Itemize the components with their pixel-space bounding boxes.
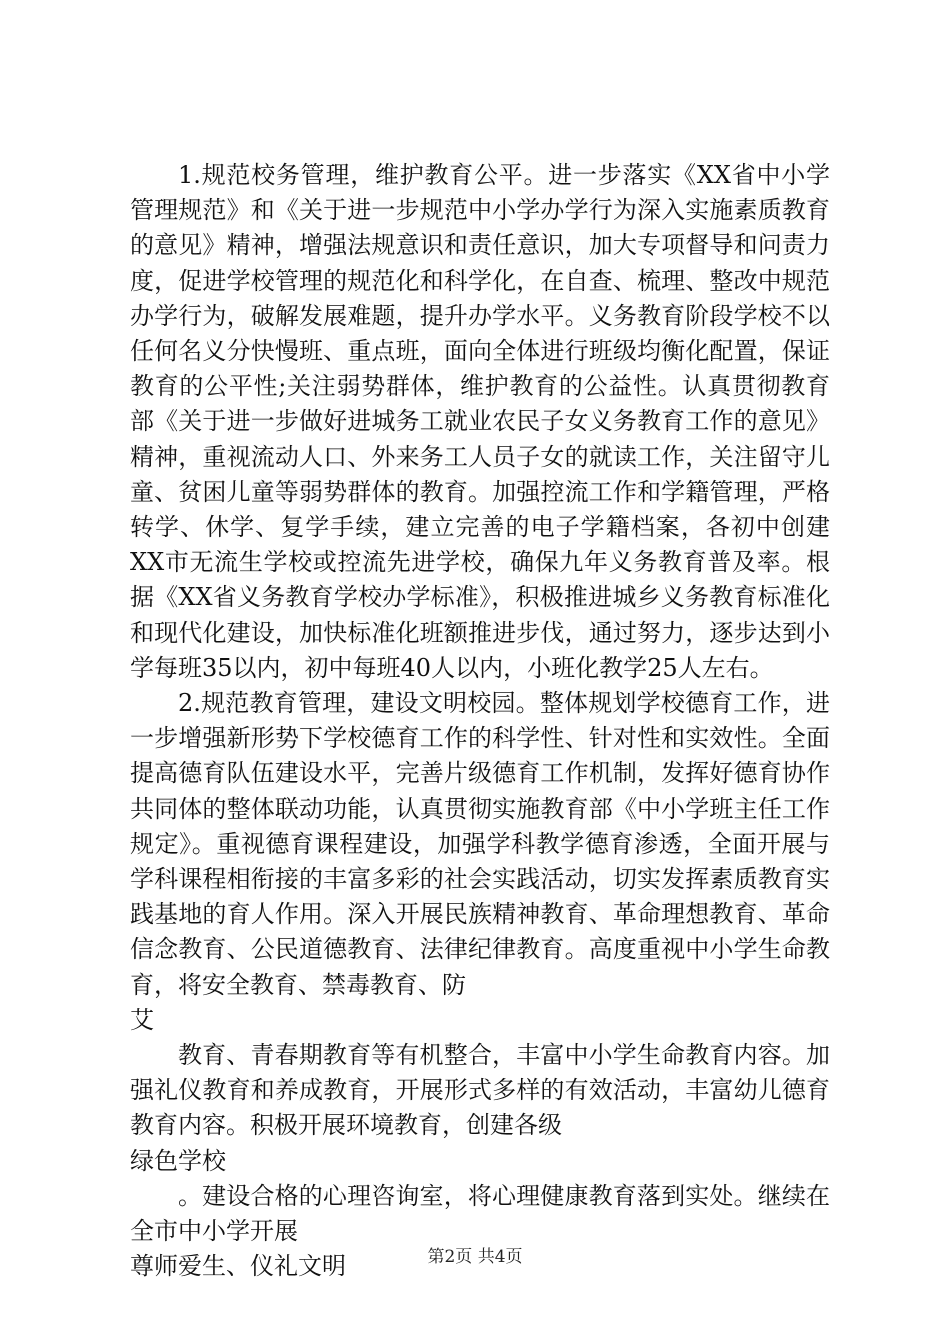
document-body <box>130 158 830 1285</box>
paragraph-1: 1.规范校务管理，维护教育公平。进一步落实《XX省中小学管理规范》和《关于进一步规范中小学办学行为深入实施素质教育的意见》精神，增强法规意识和责任意识，加大专项督导和问责力度，促进学校管理的规范化和科学化，在自查、梳理、整改中规范办学行为，破解发展难题，提升办学水平。义务教育阶段学校不以任何名义分快慢班、重点班，面向全体进行班级均衡化配置，保证教育的公平性;关注弱势群体，维护教育的公益性。认真贯彻教育部《关于进一步做好进城务工就业农民子女义务教育工作的意见》精神，重视流动人口、外来务工人员子女的就读工作，关注留守儿童、贫困儿童等弱势群体的教育。加强控流工作和学籍管理，严格转学、休学、复学手续，建立完善的电子学籍档案，各初中创建XX市无流生学校或控流先进学校，确保九年义务教育普及率。根据《XX省义务教育学校办学标准》，积极推进城乡义务教育标准化和现代化建设，加快标准化班额推进步伐，通过努力，逐步达到小学每班35以内，初中每班40人以内，小班化教学25人左右。 <box>130 161 830 682</box>
page-number: 第2页 共4页 <box>427 1247 523 1267</box>
fragment-line-5: 尊师爱生、仪礼文明 <box>130 1252 346 1281</box>
paragraph-2: 2.规范教育管理，建设文明校园。整体规划学校德育工作，进一步增强新形势下学校德育工作的科学性、针对性和实效性。全面提高德育队伍建设水平，完善片级德育工作机制，发挥好德育协作共同体的整体联动功能，认真贯彻实施教育部《中小学班主任工作规定》。重视德育课程建设，加强学科教学德育渗透，全面开展与学科课程相衔接的丰富多彩的社会实践活动，切实发挥素质教育实践基地的育人作用。深入开展民族精神教育、革命理想教育、革命信念教育、公民道德教育、法律纪律教育。高度重视中小学生命教育，将安全教育、禁毒教育、防 <box>130 689 830 999</box>
fragment-paragraph-2: 教育、青春期教育等有机整合，丰富中小学生命教育内容。加强礼仪教育和养成教育，开展形式多样的有效活动，丰富幼儿德育教育内容。积极开展环境教育，创建各级 <box>130 1041 830 1140</box>
fragment-line-1: 艾 <box>130 1005 154 1034</box>
fragment-line-3: 绿色学校 <box>130 1146 226 1175</box>
page-footer <box>0 1246 950 1268</box>
fragment-paragraph-4: 。建设合格的心理咨询室，将心理健康教育落到实处。继续在全市中小学开展 <box>130 1181 830 1246</box>
